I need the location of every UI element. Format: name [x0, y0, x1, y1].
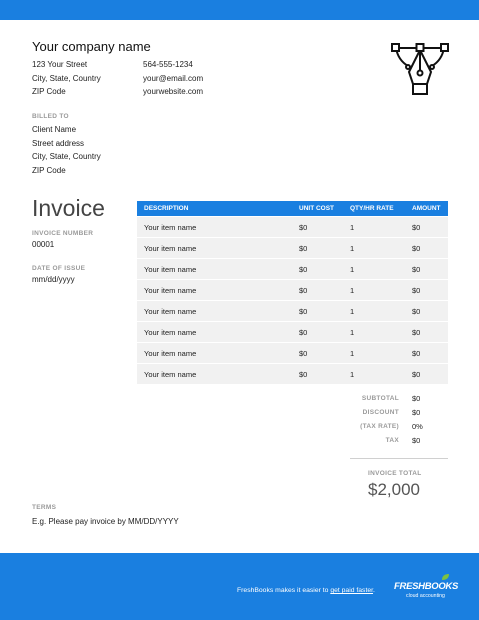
total-divider	[350, 458, 448, 459]
item-amount: $0	[412, 349, 421, 358]
item-unit-cost: $0	[299, 349, 308, 358]
client-zip: ZIP Code	[32, 165, 66, 175]
item-qty: 1	[350, 265, 355, 274]
item-amount: $0	[412, 244, 421, 253]
email-address: your@email.com	[143, 73, 204, 83]
date-of-issue-label: DATE OF ISSUE	[32, 265, 86, 272]
subtotal-label: SUBTOTAL	[361, 395, 399, 402]
item-description: Your item name	[144, 328, 197, 337]
item-unit-cost: $0	[299, 223, 308, 232]
item-description: Your item name	[144, 286, 197, 295]
item-amount: $0	[412, 223, 421, 232]
client-street: Street address	[32, 138, 85, 148]
item-qty: 1	[350, 286, 355, 295]
header-unit-cost: UNIT COST	[299, 205, 335, 212]
table-row	[137, 217, 448, 237]
item-unit-cost: $0	[299, 265, 308, 274]
footer-text-end: .	[373, 587, 375, 594]
billed-to-label: BILLED TO	[32, 113, 69, 120]
item-qty: 1	[350, 307, 355, 316]
item-unit-cost: $0	[299, 286, 308, 295]
client-name: Client Name	[32, 125, 77, 134]
address-line: ZIP Code	[32, 87, 66, 96]
terms-label: TERMS	[32, 504, 57, 511]
tax-label: TAX	[385, 437, 399, 444]
item-qty: 1	[350, 244, 355, 253]
company-contact	[143, 58, 203, 99]
brand-name: FRESHBOOKS	[394, 581, 459, 592]
item-unit-cost: $0	[299, 370, 308, 379]
item-amount: $0	[412, 307, 421, 316]
table-row	[137, 364, 448, 384]
phone-number: 564-555-1234	[143, 60, 193, 69]
item-qty: 1	[350, 328, 355, 337]
item-unit-cost: $0	[299, 244, 308, 253]
client-city: City, State, Country	[32, 152, 101, 161]
address-line: 123 Your Street	[32, 60, 88, 69]
footer-message	[237, 587, 375, 594]
item-description: Your item name	[144, 244, 197, 253]
item-amount: $0	[412, 370, 421, 379]
table-row	[137, 259, 448, 279]
website: yourwebsite.com	[143, 87, 204, 96]
item-description: Your item name	[144, 265, 197, 274]
discount-label: DISCOUNT	[362, 409, 399, 416]
freshbooks-logo	[394, 581, 459, 603]
invoice-total-value: $2,000	[368, 480, 420, 499]
item-description: Your item name	[144, 349, 197, 358]
tax-rate-label: (TAX RATE)	[360, 423, 399, 430]
tax-value: $0	[412, 436, 421, 445]
items-table-header	[137, 201, 448, 216]
header-qty-rate: QTY/HR RATE	[350, 205, 394, 212]
item-description: Your item name	[144, 307, 197, 316]
item-qty: 1	[350, 349, 355, 358]
item-amount: $0	[412, 328, 421, 337]
subtotal-row	[300, 393, 448, 407]
date-of-issue: mm/dd/yyyy	[32, 275, 75, 284]
table-row	[137, 238, 448, 258]
tax-rate-row	[300, 421, 448, 435]
table-row	[137, 280, 448, 300]
invoice-number: 00001	[32, 240, 55, 249]
item-amount: $0	[412, 265, 421, 274]
item-unit-cost: $0	[299, 328, 308, 337]
invoice-title: Invoice	[32, 195, 105, 221]
company-name: Your company name	[32, 39, 151, 54]
get-paid-faster-link[interactable]: get paid faster	[330, 587, 374, 594]
items-table-body	[137, 217, 448, 384]
table-row	[137, 322, 448, 342]
brand-tagline: cloud accounting	[406, 593, 445, 599]
item-description: Your item name	[144, 370, 197, 379]
table-row	[137, 301, 448, 321]
pen-tool-icon	[390, 38, 450, 100]
table-row	[137, 343, 448, 363]
header-amount: AMOUNT	[412, 205, 441, 212]
footer-text: FreshBooks makes it easier to	[237, 587, 331, 594]
totals-block	[300, 393, 448, 449]
header-description: DESCRIPTION	[144, 205, 189, 212]
subtotal-value: $0	[412, 394, 421, 403]
item-description: Your item name	[144, 223, 197, 232]
tax-rate-value: 0%	[412, 422, 423, 431]
terms-text: E.g. Please pay invoice by MM/DD/YYYY	[32, 517, 179, 526]
items-table	[137, 201, 448, 384]
item-qty: 1	[350, 223, 355, 232]
address-line: City, State, Country	[32, 73, 101, 83]
item-unit-cost: $0	[299, 307, 308, 316]
tax-row	[300, 435, 448, 449]
item-qty: 1	[350, 370, 355, 379]
invoice-number-label: INVOICE NUMBER	[32, 230, 94, 237]
company-address	[32, 58, 101, 99]
top-accent-bar	[0, 0, 479, 20]
discount-value: $0	[412, 408, 421, 417]
item-amount: $0	[412, 286, 421, 295]
leaf-icon	[441, 573, 450, 581]
billed-to-details	[32, 123, 101, 177]
invoice-total-label: INVOICE TOTAL	[368, 470, 422, 477]
discount-row	[300, 407, 448, 421]
